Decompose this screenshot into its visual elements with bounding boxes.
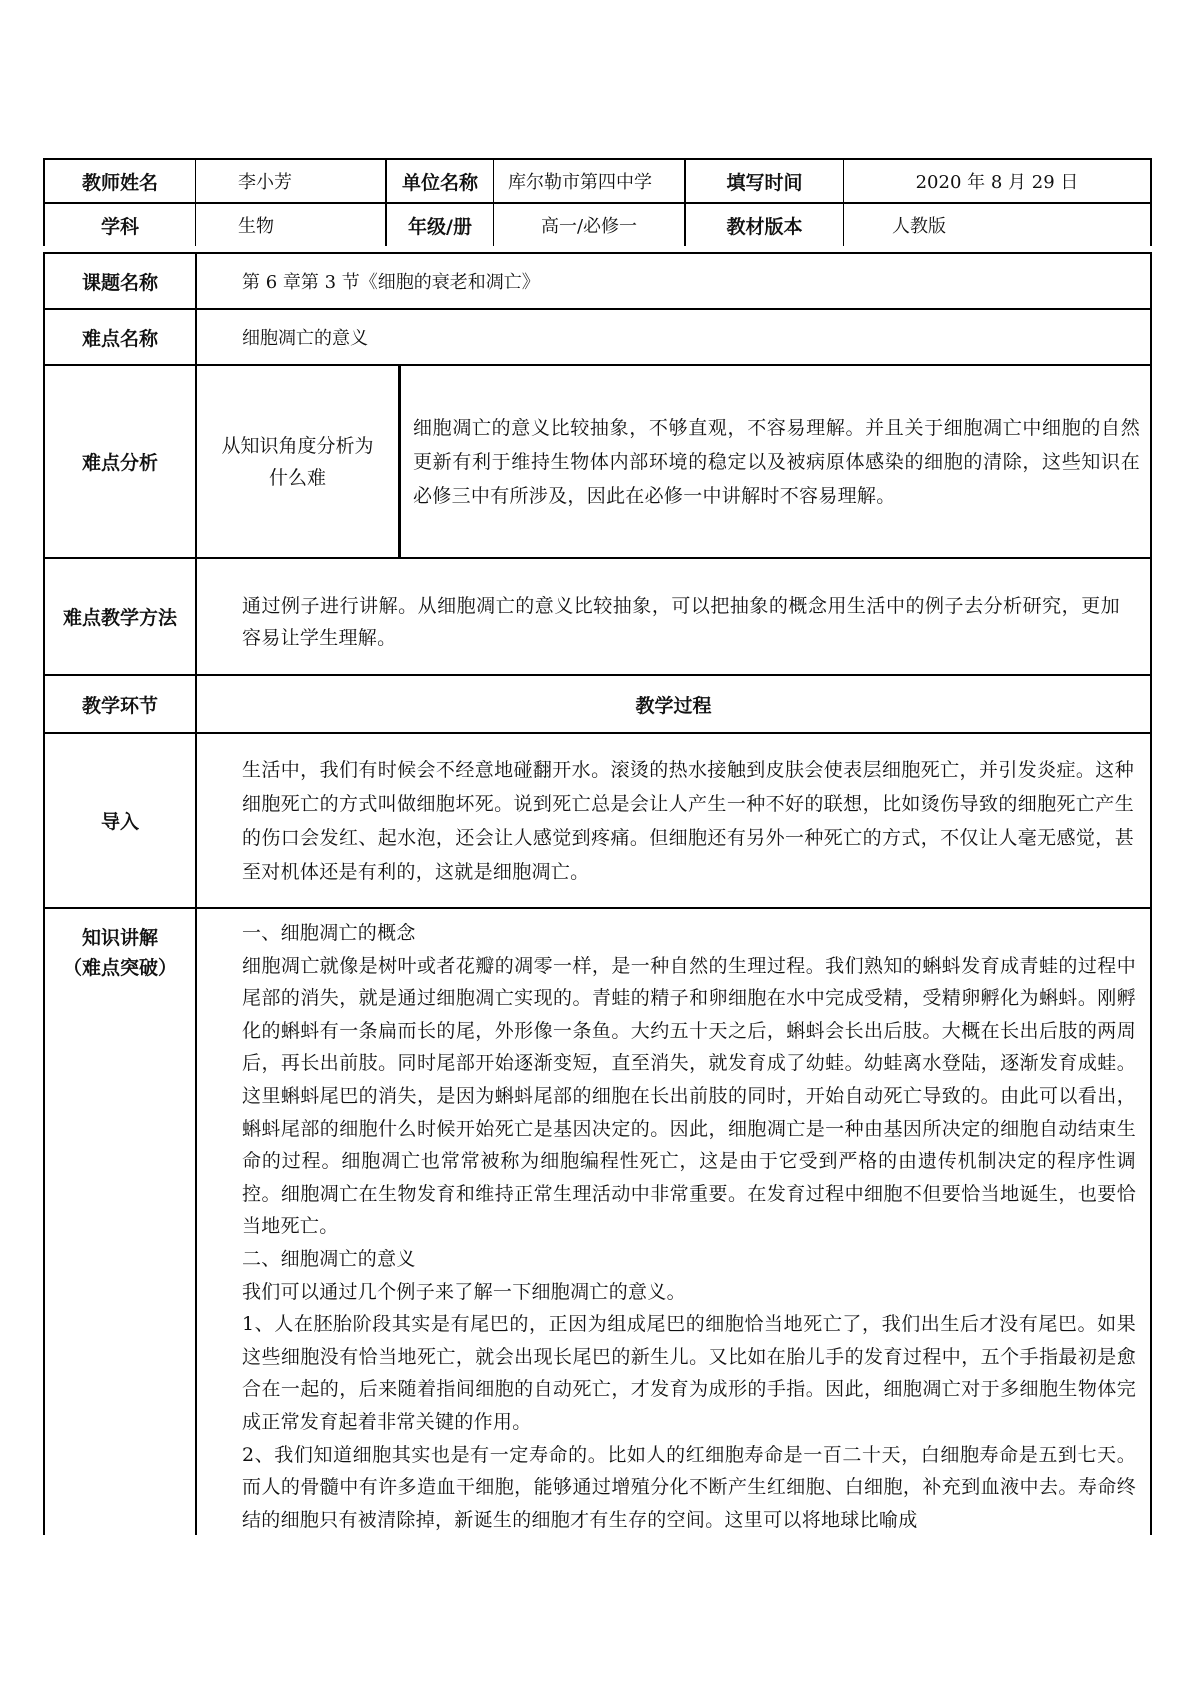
grade-label: 年级/册: [385, 204, 493, 246]
difficulty-label: 难点名称: [81, 327, 158, 350]
knowledge-label: [45, 909, 195, 1535]
header-row-1: [43, 158, 1152, 202]
topic-value: 第 6 章第 3 节《细胞的衰老和凋亡》: [195, 254, 1150, 308]
analysis-sublabel: 从知识角度分析为什么难: [195, 366, 398, 557]
edition-label: 教材版本: [684, 204, 843, 246]
unit-name-label: 单位名称: [385, 160, 493, 202]
teacher-name-value: 李小芳: [195, 160, 385, 202]
grade-value: 高一/必修一: [493, 204, 684, 246]
lesson-plan-table: [43, 158, 1152, 1535]
analysis-row: [43, 364, 1152, 557]
date-label: 填写时间: [684, 160, 843, 202]
knowledge-heading-1: 一、细胞凋亡的概念: [242, 922, 416, 944]
knowledge-heading-2: 二、细胞凋亡的意义: [242, 1247, 416, 1270]
knowledge-label-line2: （难点突破）: [62, 957, 177, 979]
header-row-2: [43, 202, 1152, 246]
process-header-row: [43, 674, 1152, 732]
knowledge-row: [43, 907, 1152, 1535]
knowledge-label-line1: 知识讲解: [81, 927, 158, 949]
analysis-text: 细胞凋亡的意义比较抽象，不够直观，不容易理解。并且关于细胞凋亡中细胞的自然更新有利于维持生物体内部环境的稳定以及被病原体感染的细胞的清除，这些知识在必修三中有所涉及，因此在必修一中讲解时不容易理解。: [398, 366, 1150, 557]
edition-value: 人教版: [843, 204, 1150, 246]
process-step-header: 教学环节: [81, 694, 158, 717]
process-content-header: 教学过程: [195, 676, 1150, 732]
topic-row: [43, 252, 1152, 308]
knowledge-paragraph: 2、我们知道细胞其实也是有一定寿命的。比如人的红细胞寿命是一百二十天，白细胞寿命是五到七天。而人的骨髓中有许多造血干细胞，能够通过增殖分化不断产生红细胞、白细胞，补充到血液中去。寿命终结的细胞只有被清除掉，新诞生的细胞才有生存的空间。这里可以将地球比喻成: [242, 1443, 1136, 1531]
method-label: 难点教学方法: [62, 607, 177, 629]
unit-name-value: 库尔勒市第四中学: [493, 160, 684, 202]
topic-label: 课题名称: [81, 271, 158, 294]
knowledge-paragraph: 细胞凋亡就像是树叶或者花瓣的凋零一样，是一种自然的生理过程。我们熟知的蝌蚪发育成青蛙的过程中尾部的消失，就是通过细胞凋亡实现的。青蛙的精子和卵细胞在水中完成受精，受精卵孵化为蝌蚪。刚孵化的蝌蚪有一条扁而长的尾，外形像一条鱼。大约五十天之后，蝌蚪会长出后肢。大概在长出后肢的两周后，再长出前肢。同时尾部开始逐渐变短，直至消失，就发育成了幼蛙。幼蛙离水登陆，逐渐发育成蛙。这里蝌蚪尾巴的消失，是因为蝌蚪尾部的细胞在长出前肢的同时，开始自动死亡导致的。由此可以看出，蝌蚪尾部的细胞什么时候开始死亡是基因决定的。因此，细胞凋亡是一种由基因所决定的细胞自动结束生命的过程。细胞凋亡也常常被称为细胞编程性死亡，这是由于它受到严格的由遗传机制决定的程序性调控。细胞凋亡在生物发育和维持正常生理活动中非常重要。在发育过程中细胞不但要恰当地诞生，也要恰当地死亡。: [242, 954, 1136, 1238]
date-value: 2020 年 8 月 29 日: [843, 160, 1150, 202]
intro-text: 生活中，我们有时候会不经意地碰翻开水。滚烫的热水接触到皮肤会使表层细胞死亡，并引发炎症。这种细胞死亡的方式叫做细胞坏死。说到死亡总是会让人产生一种不好的联想，比如烫伤导致的细胞死亡产生的伤口会发红、起水泡，还会让人感觉到疼痛。但细胞还有另外一种死亡的方式，不仅让人毫无感觉，甚至对机体还是有利的，这就是细胞凋亡。: [195, 734, 1150, 907]
teacher-name-label: 教师姓名: [81, 171, 158, 194]
method-text: 通过例子进行讲解。从细胞凋亡的意义比较抽象，可以把抽象的概念用生活中的例子去分析研究，更加容易让学生理解。: [195, 559, 1150, 674]
knowledge-content: [195, 909, 1150, 1535]
analysis-label: 难点分析: [81, 452, 158, 474]
intro-label: 导入: [100, 811, 139, 833]
subject-value: 生物: [195, 204, 385, 246]
knowledge-paragraph: 1、人在胚胎阶段其实是有尾巴的，正因为组成尾巴的细胞恰当地死亡了，我们出生后才没有尾巴。如果这些细胞没有恰当地死亡，就会出现长尾巴的新生儿。又比如在胎儿手的发育过程中，五个手指最初是愈合在一起的，后来随着指间细胞的自动死亡，才发育为成形的手指。因此，细胞凋亡对于多细胞生物体完成正常发育起着非常关键的作用。: [242, 1313, 1136, 1433]
difficulty-value: 细胞凋亡的意义: [195, 310, 1150, 364]
subject-label: 学科: [100, 215, 139, 238]
knowledge-paragraph: 我们可以通过几个例子来了解一下细胞凋亡的意义。: [242, 1280, 686, 1303]
intro-row: [43, 732, 1152, 907]
method-row: [43, 557, 1152, 674]
difficulty-row: [43, 308, 1152, 364]
